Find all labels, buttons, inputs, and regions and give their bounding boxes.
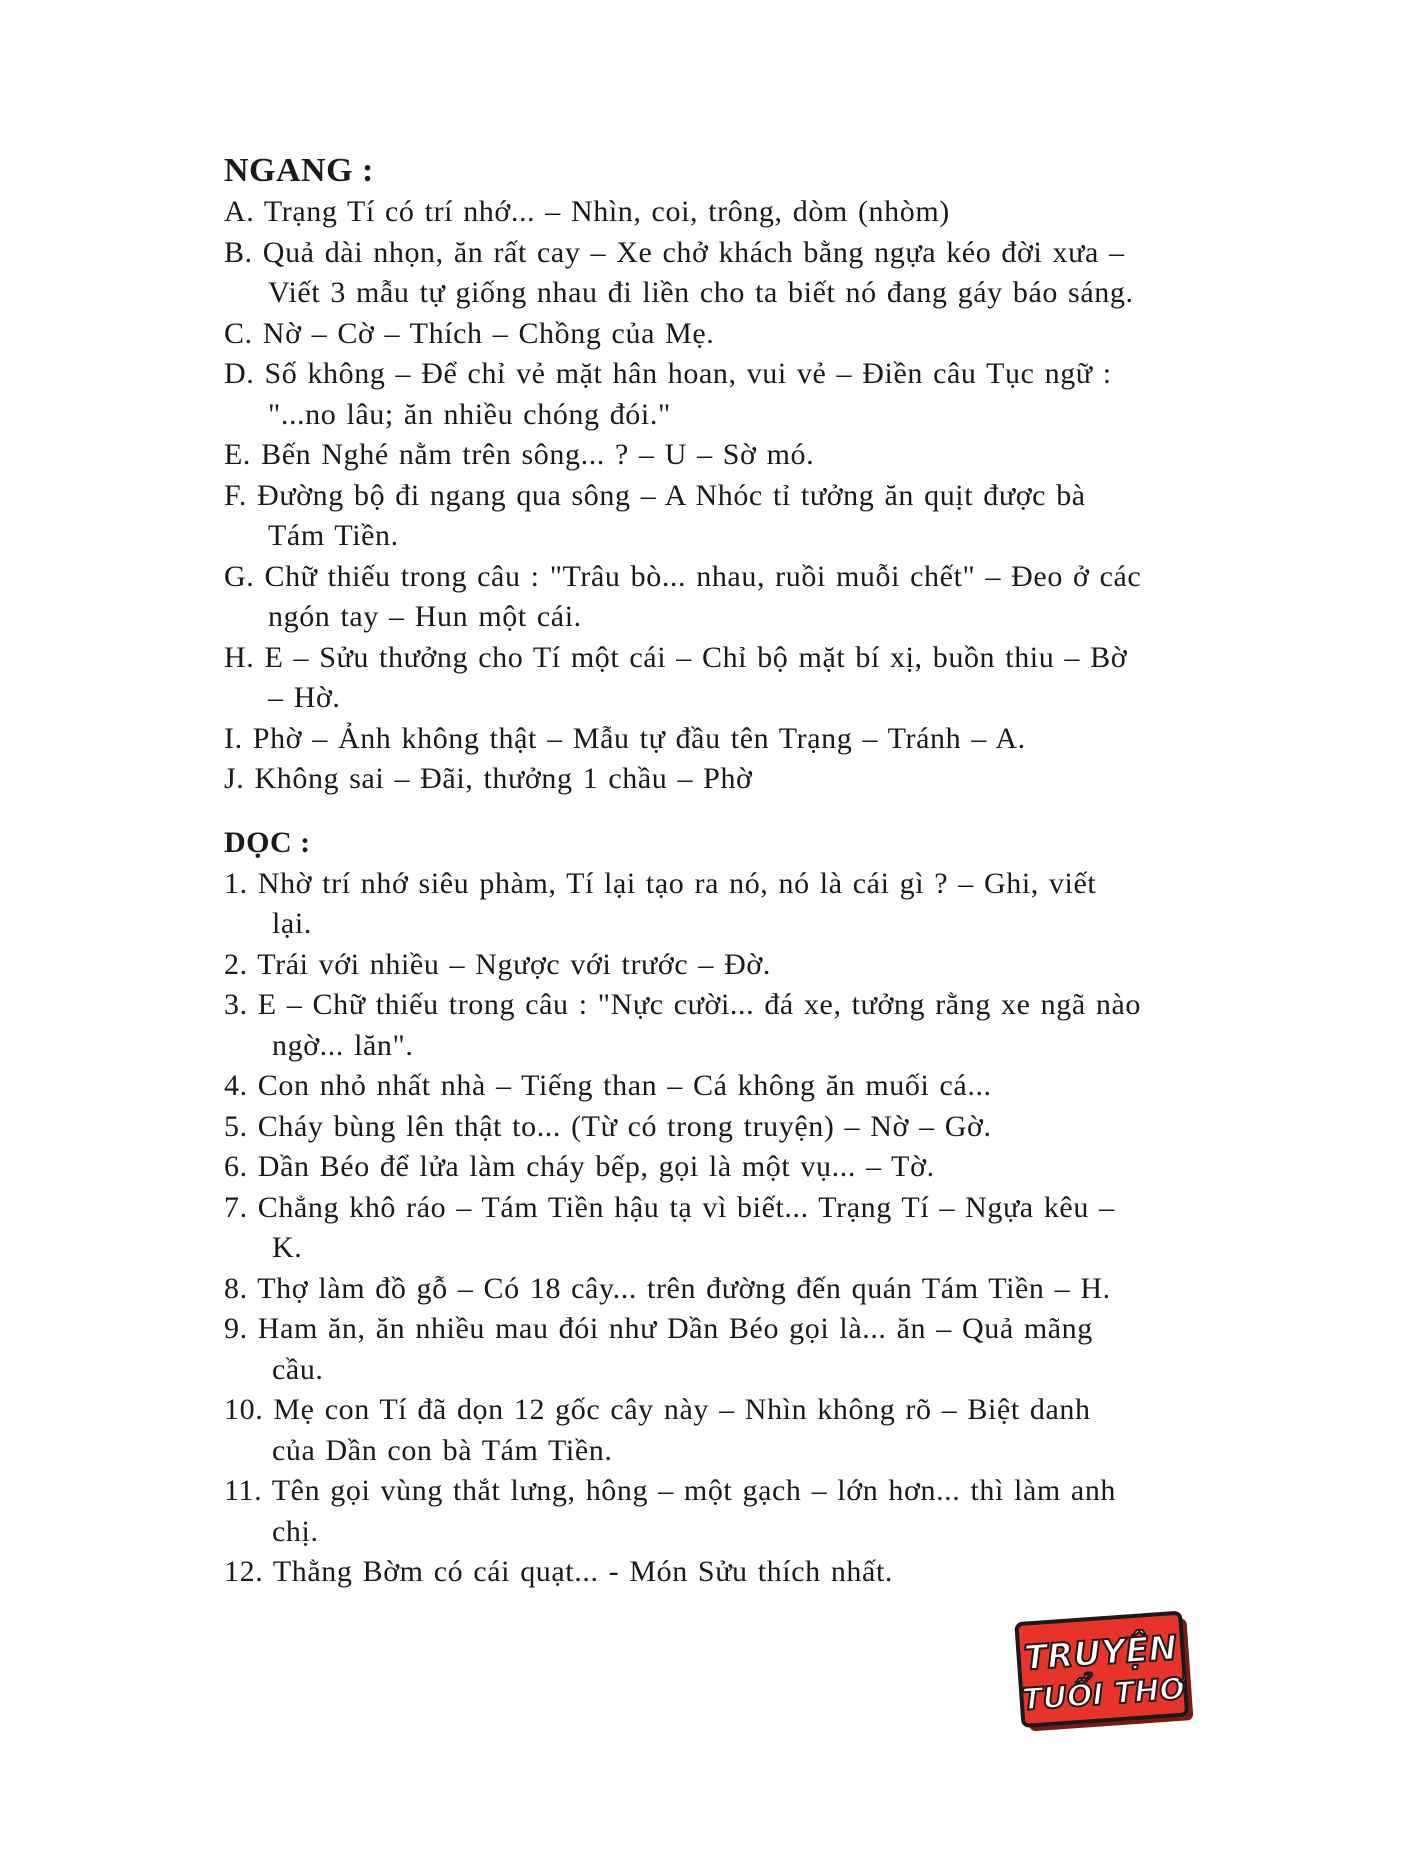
across-clue-a: A. Trạng Tí có trí nhớ... – Nhìn, coi, trông, dòm (nhòm) [224,195,950,228]
across-clue-i: I. Phờ – Ảnh không thật – Mẫu tự đầu tên Trạng – Tránh – A. [224,721,1026,755]
logo-line-tuoi-tho: TUỔI THƠ [1020,1671,1187,1718]
down-clue-3: 3. E – Chữ thiếu trong câu : "Nực cười... đá xe, tưởng rằng xe ngã nào ngờ... lăn". [224,988,1141,1062]
down-clue-1: 1. Nhờ trí nhớ siêu phàm, Tí lại tạo ra nó, nó là cái gì ? – Ghi, viết lại. [224,866,1097,940]
across-clue-j: J. Không sai – Đãi, thưởng 1 chầu – Phờ [224,762,753,795]
down-clue-10: 10. Mẹ con Tí đã dọn 12 gốc cây này – Nhìn không rõ – Biệt danh của Dần con bà Tám Tiền. [224,1393,1091,1467]
across-clue-h: H. E – Sửu thưởng cho Tí một cái – Chỉ bộ mặt bí xị, buồn thiu – Bờ – Hờ. [224,640,1128,714]
across-clue-f: F. Đường bộ đi ngang qua sông – A Nhóc tỉ tưởng ăn quịt được bà Tám Tiền. [224,478,1086,552]
across-clue-list [224,192,1144,800]
down-clue-12: 12. Thằng Bờm có cái quạt... - Món Sửu thích nhất. [224,1555,893,1588]
down-clue-4: 4. Con nhỏ nhất nhà – Tiếng than – Cá không ăn muối cá... [224,1069,992,1102]
down-clue-list [224,864,1144,1593]
down-heading: DỌC : [224,825,311,859]
across-clue-g: G. Chữ thiếu trong câu : "Trâu bò... nhau, ruồi muỗi chết" – Đeo ở các ngón tay – Hun một cái. [224,559,1142,633]
truyen-tuoi-tho-logo [1012,1608,1200,1738]
across-clue-b: B. Quả dài nhọn, ăn rất cay – Xe chở khách bằng ngựa kéo đời xưa – Viết 3 mẫu tự giống nhau đi liền cho ta biết nó đang gáy báo sáng. [224,235,1134,309]
down-clue-11: 11. Tên gọi vùng thắt lưng, hông – một gạch – lớn hơn... thì làm anh chị. [224,1474,1117,1548]
across-heading: NGANG : [224,152,374,189]
down-clue-5: 5. Cháy bùng lên thật to... (Từ có trong truyện) – Nờ – Gờ. [224,1109,992,1143]
down-clue-2: 2. Trái với nhiều – Ngược với trước – Đờ. [224,947,771,981]
logo-graphic [1012,1608,1200,1738]
down-clue-6: 6. Dần Béo để lửa làm cháy bếp, gọi là một vụ... – Tờ. [224,1150,935,1183]
across-clue-c: C. Nờ – Cờ – Thích – Chồng của Mẹ. [224,316,715,350]
down-clue-8: 8. Thợ làm đồ gỗ – Có 18 cây... trên đường đến quán Tám Tiền – H. [224,1271,1111,1305]
across-clue-d: D. Số không – Để chỉ vẻ mặt hân hoan, vui vẻ – Điền câu Tục ngữ : "...no lâu; ăn nhiều chóng đói." [224,357,1112,431]
crossword-clues-page [224,150,1144,1593]
down-clue-9: 9. Ham ăn, ăn nhiều mau đói như Dần Béo gọi là... ăn – Quả mãng cầu. [224,1312,1093,1386]
logo-line-truyen: TRUYỆN [1022,1628,1179,1679]
down-clue-7: 7. Chẳng khô ráo – Tám Tiền hậu tạ vì biết... Trạng Tí – Ngựa kêu – K. [224,1190,1115,1264]
across-clue-e: E. Bến Nghé nằm trên sông... ? – U – Sờ mó. [224,438,815,471]
